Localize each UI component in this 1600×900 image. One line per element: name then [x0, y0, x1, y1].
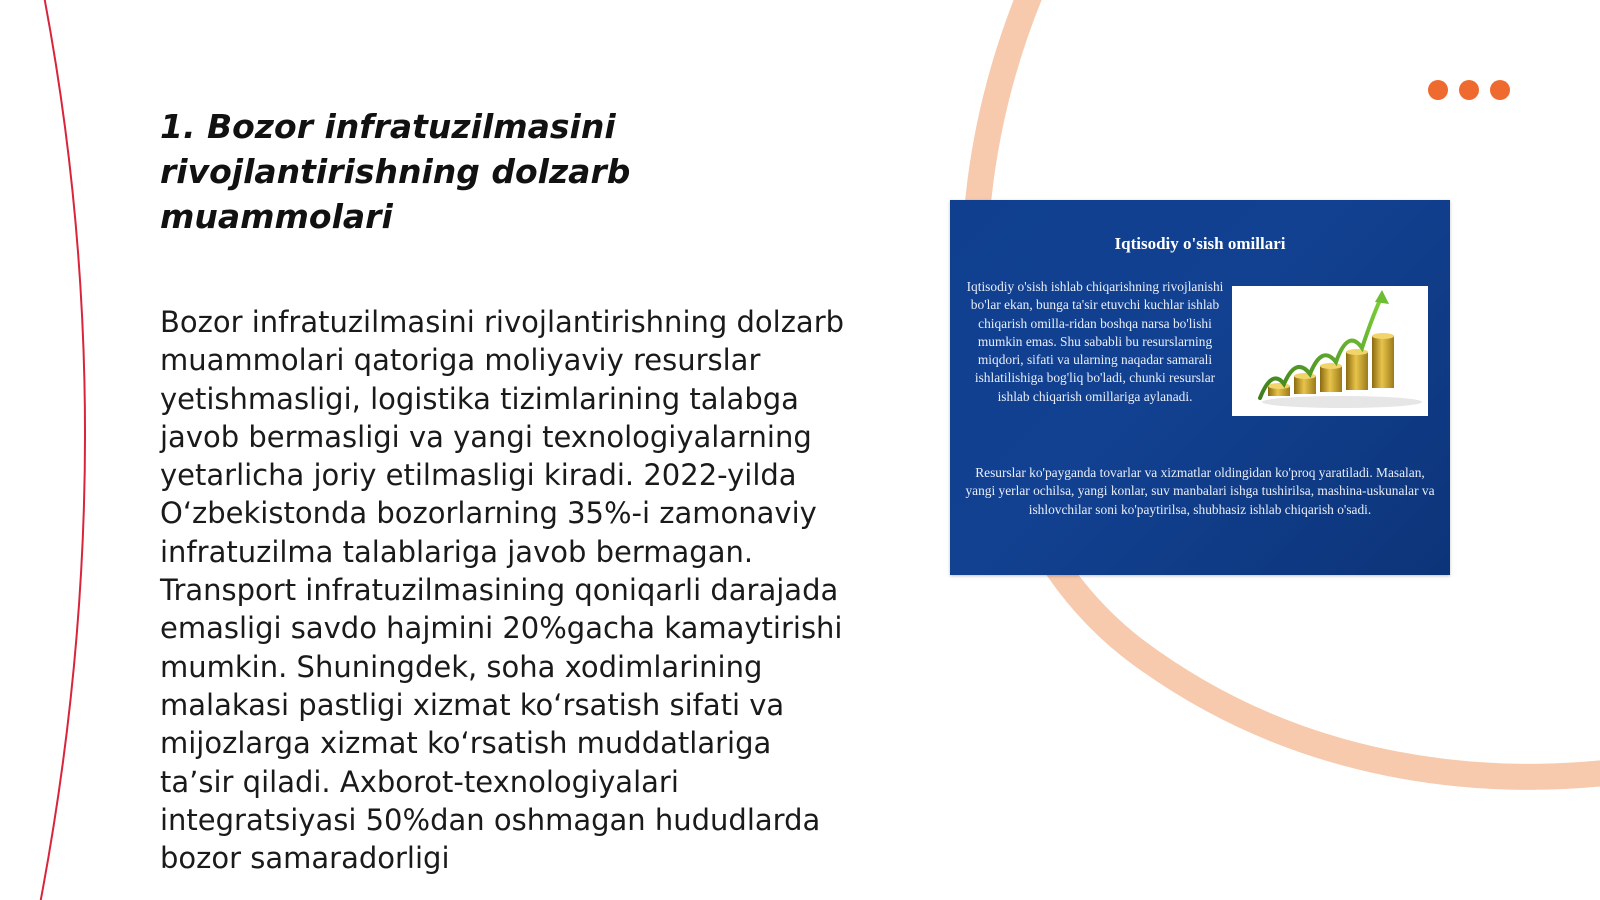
- image-paragraph-2: Resurslar ko'payganda tovarlar va xizmatlar oldingidan ko'proq yaratiladi. Masalan, yangi yerlar ochilsa, yangi konlar, suv manbalari ishga tushirilsa, mashina-uskunalar va ishlovchilar soni ko'paytirilsa, shubhasiz ishlab chiqarish o'sadi.: [965, 465, 1435, 517]
- gold-coin-stacks-growth-arrow-icon: [1232, 286, 1428, 416]
- slide-title: 1. Bozor infratuzilmasini rivojlantirishning dolzarb muammolari: [160, 107, 631, 236]
- image-paragraph-1: Iqtisodiy o'sish ishlab chiqarishning rivojlanishi bo'lar ekan, bunga ta'sir etuvchi kuchlar ishlab chiqarish omilla-ridan boshqa narsa bo'lishi mumkin emas. Shu sababli bu resurslarning miqdori, sifati va ularning naqadar samarali ishlatilishiga bog'liq bo'ladi, chunki resurslar ishlab chiqarish omillariga aylanadi.: [966, 279, 1224, 404]
- image-title: Iqtisodiy o'sish omillari: [1114, 234, 1286, 253]
- orange-dot: [1428, 80, 1448, 100]
- embedded-slide-image: [950, 200, 1450, 575]
- orange-dot: [1459, 80, 1479, 100]
- body-paragraph: Bozor infratuzilmasini rivojlantirishning dolzarb muammolari qatoriga moliyaviy resurslar yetishmasligi, logistika tizimlarining talabga javob bermasligi va yangi texnologiyalarning yetarlicha joriy etilmasligi kiradi. 2022-yilda O‘zbekistonda bozorlarning 35%-i zamonaviy infratuzilma talablariga javob bermagan. Transport infratuzilmasining qoniqarli darajada emasligi savdo hajmini 20%gacha kamaytirishi mumkin. Shuningdek, soha xodimlarining malakasi pastligi xizmat ko‘rsatish sifati va mijozlarga xizmat ko‘rsatish muddatlariga ta’sir qiladi. Axborot-texnologiyalari integratsiyasi 50%dan oshmagan hududlarda bozor samaradorligi: [160, 305, 845, 876]
- orange-dot: [1490, 80, 1510, 100]
- slide-menu-dots: [1428, 80, 1510, 100]
- left-red-line: [40, 0, 85, 900]
